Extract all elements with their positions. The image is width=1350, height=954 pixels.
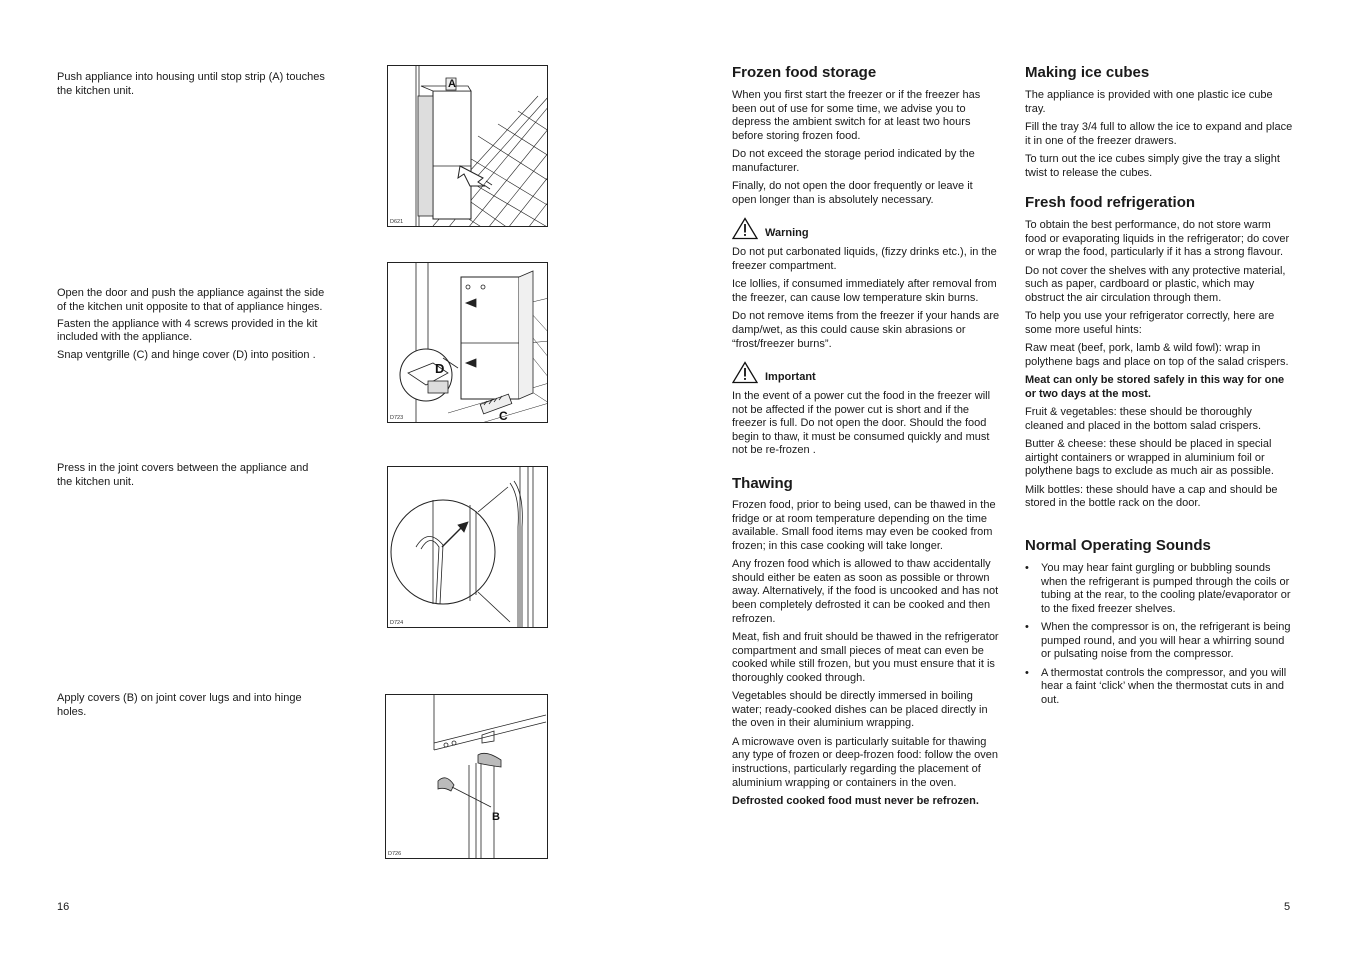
figure-label-c: C — [499, 409, 508, 423]
step-2-para-3: Snap ventgrille (C) and hinge cover (D) into position . — [57, 348, 316, 361]
figure-joint-covers — [387, 466, 548, 628]
list-item: • A thermostat controls the compressor, and you will hear a faint ‘click’ when the thermostat cuts in and out. — [1025, 667, 1293, 708]
frozen-para-2: Do not exceed the storage period indicated by the manufacturer. — [732, 148, 975, 174]
step-2-text — [57, 287, 325, 362]
warning-notice — [732, 217, 1000, 240]
step-3-para-1: Press in the joint covers between the appliance and the kitchen unit. — [57, 462, 309, 488]
right-column-1 — [732, 64, 1000, 813]
figure-label-a: A — [448, 78, 456, 90]
figure-label-b: B — [492, 811, 500, 823]
thawing-para-2: Any frozen food which is allowed to thaw accidentally should either be eaten as soon as possible or thrown away. Alternatively, if the food is uncooked and has not been completely defrosted it can be cooked and then refrozen. — [732, 558, 999, 625]
fresh-para-4: Raw meat (beef, pork, lamb & wild fowl): wrap in polythene bags and place on top of the salad crispers. — [1025, 342, 1289, 368]
thawing-para-5: A microwave oven is particularly suitable for thawing any type of frozen or deep-frozen food: follow the oven instructions, particularly regarding the placement of aluminium wrapping or containers in the oven. — [732, 735, 998, 789]
fresh-para-6: Butter & cheese: these should be placed in special airtight containers or wrapped in aluminium foil or polythene bags to exclude as much air as possible. — [1025, 438, 1274, 478]
figure-code: D724 — [390, 620, 404, 626]
figure-label-d: D — [435, 361, 445, 376]
step-1-para-1: Push appliance into housing until stop strip (A) touches the kitchen unit. — [57, 71, 325, 97]
section-title-fresh: Fresh food refrigeration — [1025, 194, 1196, 212]
warning-para-3: Do not remove items from the freezer if your hands are damp/wet, as this could cause skin abrasions or “frost/freezer burns”. — [732, 310, 1000, 350]
fresh-para-7: Milk bottles: these should have a cap and should be stored in the bottle rack on the door. — [1025, 483, 1278, 510]
thawing-para-4: Vegetables should be directly immersed in boiling water; ready-cooked dishes can be placed directly in the oven in their aluminium wrapping. — [732, 690, 988, 730]
figure-push-into-housing — [387, 65, 548, 227]
step-2-para-1: Open the door and push the appliance against the side of the kitchen unit opposite to that of appliance hinges. — [57, 287, 325, 313]
list-item: • When the compressor is on, the refrigerant is being pumped round, and you will hear a whirring sound or pulsating noise from the compressor. — [1025, 621, 1293, 662]
step-3-text — [57, 462, 325, 489]
section-title-thawing: Thawing — [732, 475, 793, 493]
frozen-para-3: Finally, do not open the door frequently or leave it open longer than is absolutely necessary. — [732, 180, 973, 206]
list-item: • You may hear faint gurgling or bubbling sounds when the refrigerant is pumped through the coils or tubing at the rear, to the cooling plate/evaporator or to the fixed freezer shelves. — [1025, 562, 1293, 616]
important-notice — [732, 361, 1000, 384]
ice-para-2: Fill the tray 3/4 full to allow the ice to expand and place it in one of the freezer drawers. — [1025, 120, 1293, 147]
fresh-bold-note: Meat can only be stored safely in this way for one or two days at the most. — [1025, 374, 1285, 400]
fresh-para-3: To help you use your refrigerator correctly, here are some more useful hints: — [1025, 310, 1275, 336]
section-title-ice: Making ice cubes — [1025, 64, 1150, 81]
thawing-bold-note: Defrosted cooked food must never be refrozen. — [732, 794, 979, 807]
figure-apply-covers — [385, 694, 548, 859]
figure-code: D621 — [390, 219, 404, 225]
page-number-left: 16 — [57, 901, 70, 913]
section-title-frozen: Frozen food storage — [732, 64, 877, 81]
warning-para-2: Ice lollies, if consumed immediately after removal from the freezer, can cause low temperature skin burns. — [732, 278, 997, 304]
section-title-sounds: Normal Operating Sounds — [1025, 537, 1211, 555]
thawing-para-1: Frozen food, prior to being used, can be thawed in the fridge or at room temperature depending on the time available. Small food items may even be cooked from frozen; in this case cooking will take longer. — [732, 499, 996, 552]
fresh-para-1: To obtain the best performance, do not store warm food or evaporating liquids in the refrigerator; do cover or wrap the food, particularly if it has a strong flavour. — [1025, 219, 1290, 259]
important-triangle-icon — [732, 361, 758, 384]
warning-triangle-icon — [732, 217, 758, 240]
step-4-para-1: Apply covers (B) on joint cover lugs and into hinge holes. — [57, 692, 302, 718]
figure-code: D723 — [390, 415, 404, 421]
thawing-para-3: Meat, fish and fruit should be thawed in the refrigerator compartment and small pieces of meat can even be cooked while still frozen, but you must ensure that it is thoroughly cooked through. — [732, 631, 999, 684]
fresh-para-2: Do not cover the shelves with any protective material, such as paper, cardboard or plastic, which may obstruct the air circulation through them. — [1025, 264, 1286, 304]
figure-fasten-appliance — [387, 262, 548, 423]
figure-code: D726 — [388, 851, 402, 857]
warning-label: Warning — [765, 226, 809, 239]
right-column-2 — [1025, 64, 1293, 712]
important-label: Important — [765, 370, 816, 383]
sounds-list — [1025, 562, 1293, 708]
step-1-text — [57, 71, 325, 98]
ice-para-1: The appliance is provided with one plastic ice cube tray. — [1025, 89, 1273, 115]
step-2-para-2: Fasten the appliance with 4 screws provided in the kit included with the appliance. — [57, 317, 318, 344]
fresh-para-5: Fruit & vegetables: these should be thoroughly cleaned and placed in the bottom salad crispers. — [1025, 406, 1262, 432]
frozen-para-1: When you first start the freezer or if the freezer has been out of use for some time, we advise you to depress the ambient switch for at least two hours before storing frozen food. — [732, 89, 981, 142]
ice-para-3: To turn out the ice cubes simply give the tray a slight twist to release the cubes. — [1025, 152, 1280, 179]
important-para-1: In the event of a power cut the food in the freezer will not be affected if the power cut is short and if the freezer is full. Do not open the door. Should the food begin to thaw, it must be consumed quickly and must not be re-frozen . — [732, 390, 991, 457]
page-number-right: 5 — [1284, 901, 1291, 913]
step-4-text — [57, 692, 325, 719]
warning-para-1: Do not put carbonated liquids, (fizzy drinks etc.), in the freezer compartment. — [732, 246, 997, 272]
